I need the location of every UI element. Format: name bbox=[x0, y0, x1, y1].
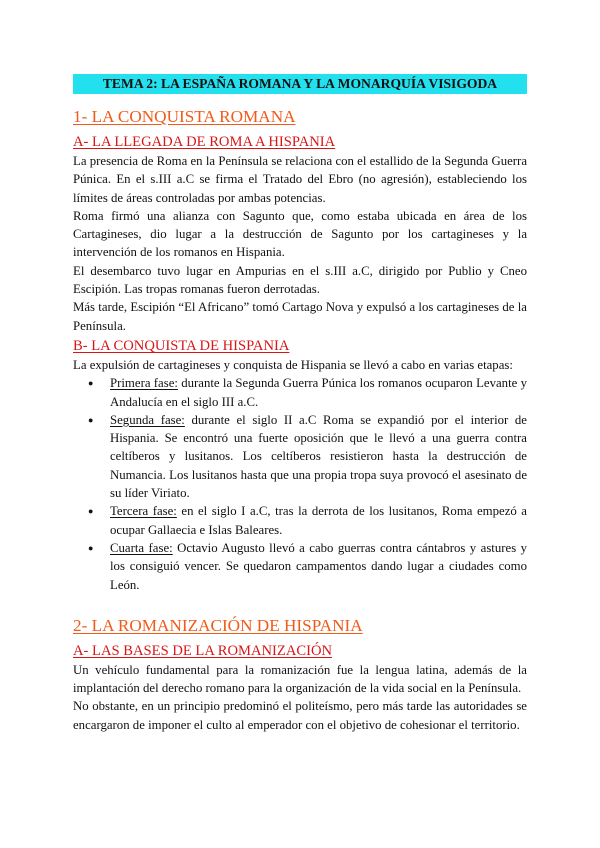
title-highlight bbox=[73, 74, 527, 94]
list-item bbox=[110, 502, 527, 539]
phase-text: Octavio Augusto llevó a cabo guerras contra cántabros y astures y los consiguió vencer. Se quedaron campamentos dando lugar a ciudades como León. bbox=[110, 540, 527, 592]
phase-label: Cuarta fase: bbox=[110, 540, 173, 555]
paragraph: No obstante, en un principio predominó el politeísmo, pero más tarde las autoridades se encargaron de imponer el culto al emperador con el objetivo de cohesionar el territorio. bbox=[73, 699, 527, 732]
phase-label: Tercera fase: bbox=[110, 504, 177, 519]
document-body bbox=[73, 105, 527, 734]
paragraph: La expulsión de cartagineses y conquista de Hispania se llevó a cabo en varias etapas: bbox=[73, 357, 513, 372]
list-item bbox=[110, 374, 527, 411]
section-heading-romanizacion: 2- LA ROMANIZACIÓN DE HISPANIA bbox=[73, 615, 363, 635]
phases-list bbox=[73, 374, 527, 594]
subsection-heading-conquista: B- LA CONQUISTA DE HISPANIA bbox=[73, 337, 290, 354]
paragraph: Más tarde, Escipión “El Africano” tomó Cartago Nova y expulsó a los cartagineses de la Península. bbox=[73, 300, 527, 333]
paragraph: La presencia de Roma en la Península se relaciona con el estallido de la Segunda Guerra Púnica. En el s.III a.C se firma el Tratado del Ebro (no agresión), estableciendo los límites de áreas controladas por ambas potencias. bbox=[73, 154, 527, 205]
phase-text: en el siglo I a.C, tras la derrota de los lusitanos, Roma empezó a ocupar Gallaecia e Islas Baleares. bbox=[110, 504, 527, 537]
list-item bbox=[110, 539, 527, 594]
paragraph: Roma firmó una alianza con Sagunto que, como estaba ubicada en área de los Cartagineses, dio lugar a la destrucción de Sagunto por los cartagineses y la intervención de los romanos en Hispania. bbox=[73, 208, 527, 260]
phase-text: durante el siglo II a.C Roma se expandió por el interior de Hispania. Se encontró una fuerte oposición que le llevó a una guerra contra celtíberos y lusitanos. Los celtíberos resistieron hasta la destrucción de Numancia. Los lusitanos hasta que una propia tropa suya provocó el asesinato de su líder Viriato. bbox=[110, 412, 527, 501]
subsection-heading-bases: A- LAS BASES DE LA ROMANIZACIÓN bbox=[73, 642, 333, 659]
section-heading-conquista: 1- LA CONQUISTA ROMANA bbox=[73, 107, 296, 126]
document-title: TEMA 2: LA ESPAÑA ROMANA Y LA MONARQUÍA VISIGODA bbox=[102, 76, 498, 91]
list-item bbox=[110, 411, 527, 502]
phase-label: Primera fase: bbox=[110, 376, 178, 391]
phase-text: durante la Segunda Guerra Púnica los romanos ocuparon Levante y Andalucía en el siglo III a.C. bbox=[110, 376, 527, 409]
phase-label: Segunda fase: bbox=[110, 412, 185, 427]
paragraph: El desembarco tuvo lugar en Ampurias en el s.III a.C, dirigido por Publio y Cneo Escipión. Las tropas romanas fueron derrotadas. bbox=[73, 263, 527, 297]
subsection-heading-llegada: A- LA LLEGADA DE ROMA A HISPANIA bbox=[73, 134, 336, 150]
paragraph: Un vehículo fundamental para la romanización fue la lengua latina, además de la implantación del derecho romano para la organización de la vida social en la Península. bbox=[73, 662, 527, 696]
